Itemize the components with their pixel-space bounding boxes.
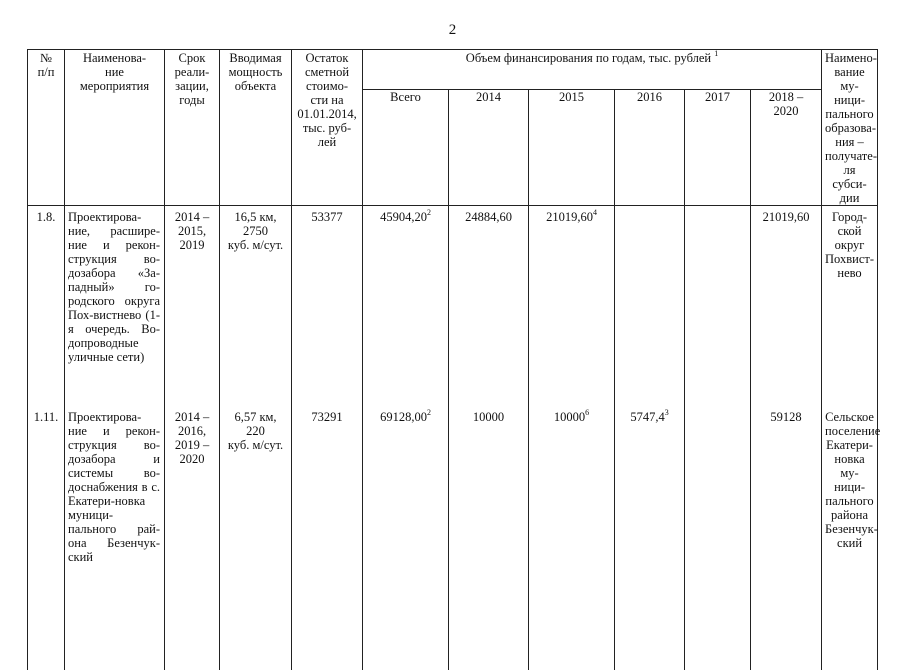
footnote-mark: 3 [664,407,669,417]
cell-capacity: 6,57 км, 220 куб. м/сут. [220,396,292,670]
header-recipient: Наимено- вание му- ници- пального образова- ния – получате- ля субси- дии [822,50,878,206]
footnote-mark: 2 [426,407,431,417]
table-row [28,206,878,397]
cell-recipient: Город- ской округ Похвист- нево [822,206,878,397]
cell-num: 1.8. [28,206,65,397]
header-2016: 2016 [615,90,685,206]
cell-2017 [685,396,751,670]
header-term: Срок реали- зации, годы [165,50,220,206]
cell-2014: 24884,60 [449,206,529,397]
cell-2018-2020: 59128 [751,396,822,670]
header-name: Наименова- ние мероприятия [65,50,165,206]
cell-name: Проектирова-ние и рекон-струкция во-дозабора и системы во-доснабжения в с. Екатери-новка муници-пального рай-она Безенчук-ский [65,396,165,670]
cell-num: 1.11. [28,396,65,670]
header-num: № п/п [28,50,65,206]
header-row [28,50,878,90]
cell-2016 [615,206,685,397]
footnote-mark: 1 [714,48,719,58]
cell-recipient: Сельское поселение Екатери- новка му- ници- пального района Безенчук- ский [822,396,878,670]
cell-name: Проектирова-ние, расшире-ние и рекон-струкция во-дозабора «За-падный» го-родского округа Пох-вистнево (1-я очередь. Во-допроводные уличные сети) [65,206,165,397]
footnote-mark: 2 [426,207,431,217]
cell-2015: 21019,60$^4$ [529,206,615,397]
cell-2017 [685,206,751,397]
cell-remainder: 73291 [292,396,363,670]
footnote-mark: 4 [592,207,597,217]
header-total: Всего [363,90,449,206]
header-2015: 2015 [529,90,615,206]
header-capacity: Вводимая мощность объекта [220,50,292,206]
header-2017: 2017 [685,90,751,206]
cell-2018-2020: 21019,60 [751,206,822,397]
header-remainder: Остаток сметной стоимо- сти на 01.01.2014, тыс. руб- лей [292,50,363,206]
table-row [28,396,878,670]
cell-2014: 10000 [449,396,529,670]
page-number: 2 [448,22,457,38]
header-2018-2020: 2018 – 2020 [751,90,822,206]
cell-total: 45904,20$^2$ [363,206,449,397]
funding-table [27,48,881,670]
cell-2016: 5747,4$^3$ [615,396,685,670]
cell-remainder: 53377 [292,206,363,397]
cell-total: 69128,00$^2$ [363,396,449,670]
cell-term: 2014 – 2016, 2019 – 2020 [165,396,220,670]
cell-2015: 10000$^6$ [529,396,615,670]
header-2014: 2014 [449,90,529,206]
footnote-mark: 6 [585,407,590,417]
header-funding-group: Объем финансирования по годам, тыс. рублей $^1$ [363,50,822,90]
cell-capacity: 16,5 км, 2750 куб. м/сут. [220,206,292,397]
cell-term: 2014 – 2015, 2019 [165,206,220,397]
